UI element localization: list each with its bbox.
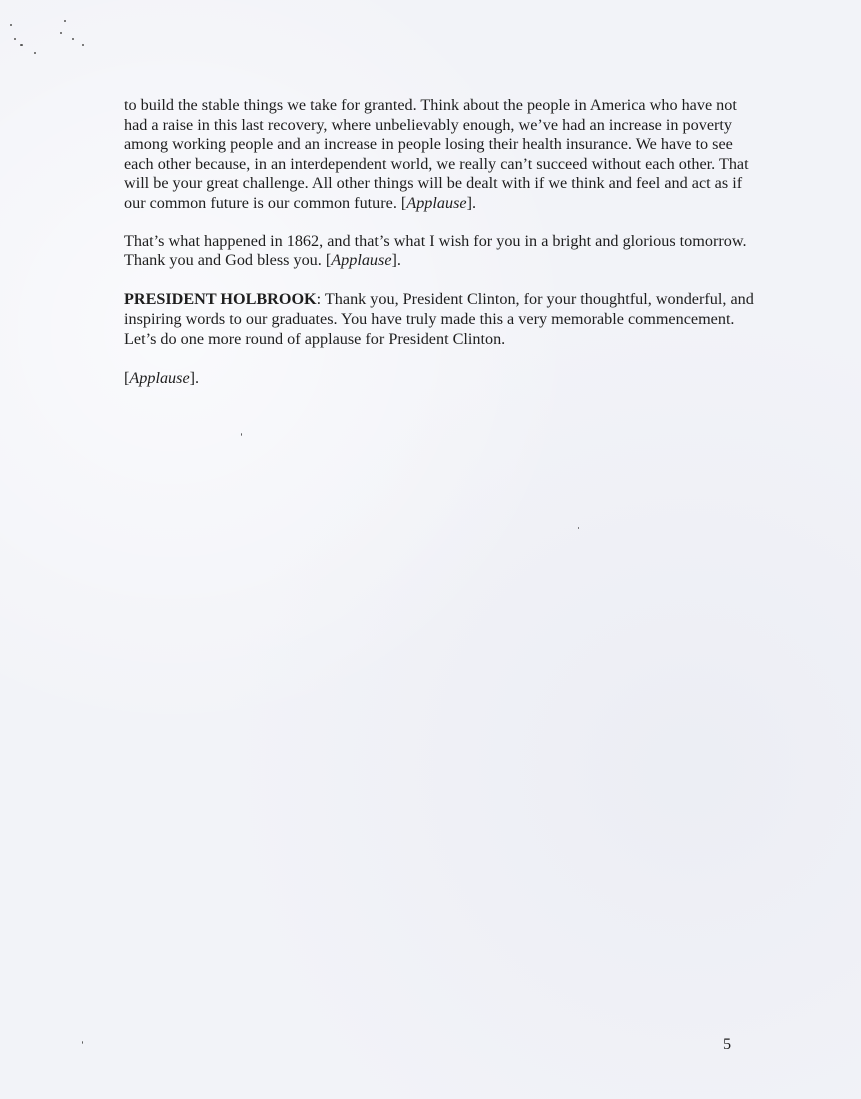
paragraph-applause — [124, 369, 764, 389]
speaker-name: PRESIDENT HOLBROOK — [124, 290, 317, 309]
paragraph-text: ]. — [189, 368, 200, 387]
applause-italic: Applause — [331, 251, 392, 270]
scan-speck — [82, 44, 84, 46]
scan-speck — [14, 38, 16, 40]
scan-speck — [34, 52, 36, 54]
page-number: 5 — [723, 1035, 732, 1053]
paragraph-text: to build the stable things we take for granted. Think about the people in America who have not had a raise in this last recovery, where unbelievably enough, we’ve had an increase in poverty among working people and an increase in people losing their health insurance. We have to see each other because, in an interdependent world, we really can’t succeed without each other. That will be your great challenge. All other things will be dealt with if we think and feel and act as if our common future is our common future. [ — [124, 96, 749, 212]
applause-italic: Applause — [406, 193, 467, 212]
applause-italic: Applause — [129, 368, 190, 387]
paragraph-text: That’s what happened in 1862, and that’s what I wish for you in a bright and glorious tomorrow. Thank you and God bless you. [ — [124, 231, 747, 270]
scan-speck — [64, 20, 66, 22]
paragraph-text: ]. — [391, 251, 401, 270]
scan-speck — [578, 527, 579, 529]
paragraph-text: : Thank you, President Clinton, for your thoughtful, wonderful, and inspiring words to our graduates. You have truly made this a very memorable commencement. Let’s do one more round of applause for President Clinton. — [124, 290, 754, 348]
document-body — [124, 96, 764, 408]
scan-speck — [241, 433, 242, 436]
paragraph-clinton-farewell — [124, 232, 764, 271]
paragraph-holbrook-remarks — [124, 290, 764, 349]
paragraph-clinton-closing — [124, 96, 764, 214]
paragraph-text: ]. — [466, 193, 477, 212]
scan-speck — [60, 32, 62, 34]
scan-speck — [20, 44, 23, 46]
scan-speck — [82, 1041, 83, 1044]
paragraph-text: [ — [124, 368, 130, 387]
scan-speck — [10, 24, 12, 26]
scan-speck — [72, 38, 74, 40]
